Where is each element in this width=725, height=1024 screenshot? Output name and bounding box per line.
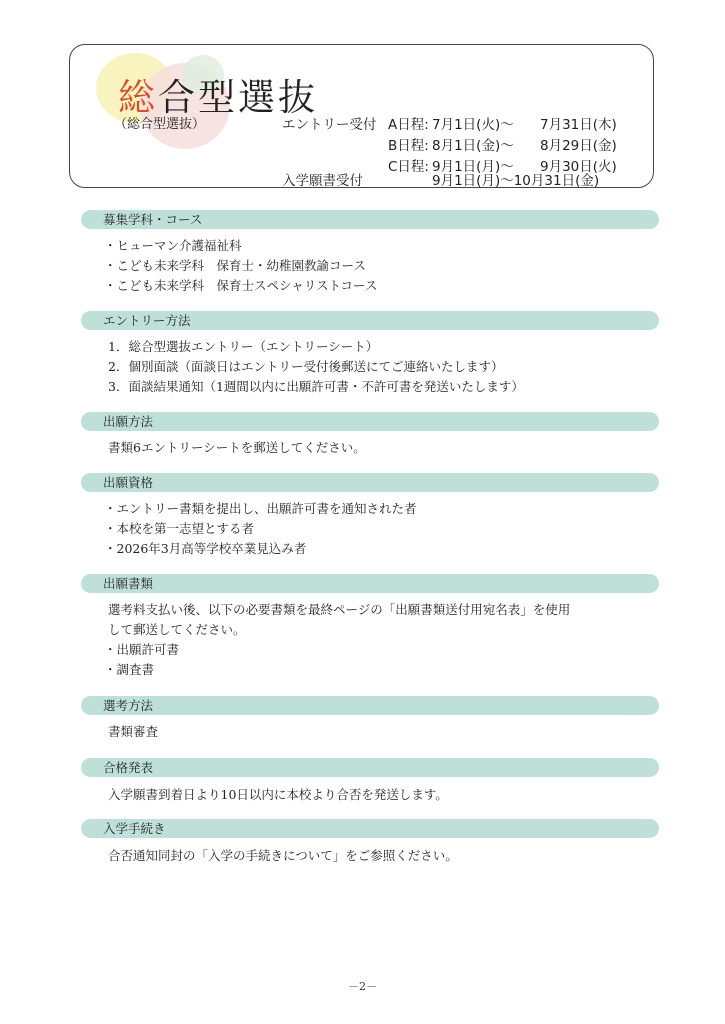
documents-line: ・出願許可書 xyxy=(104,642,180,657)
courses-line: ・こども未来学科 保育士スペシャリストコース xyxy=(104,278,378,293)
title-accent-char: 総 xyxy=(118,76,158,119)
schedule-b-start: 8月1日(金)～ xyxy=(432,138,514,154)
eligibility-line: ・本校を第一志望とする者 xyxy=(104,521,255,536)
entry-method-line: 1．総合型選抜エントリー（エントリーシート） xyxy=(108,339,379,354)
schedule-b-label: B日程: xyxy=(388,138,429,154)
schedule-b-end: 8月29日(金) xyxy=(540,138,617,154)
title-rest: 合型選抜 xyxy=(158,76,318,119)
documents-line: して郵送してください。 xyxy=(108,622,246,637)
section-heading-selection: 選考方法 xyxy=(81,696,659,715)
section-heading-results: 合格発表 xyxy=(81,758,659,777)
documents-line: 選考料支払い後、以下の必要書類を最終ページの「出願書類送付用宛名表」を使用 xyxy=(108,602,571,617)
section-heading-entry-method: エントリー方法 xyxy=(81,311,659,330)
application-label: 入学願書受付 xyxy=(282,173,363,188)
schedule-c-label: C日程: xyxy=(388,159,429,175)
schedule-a-end: 7月31日(木) xyxy=(540,117,617,133)
section-heading-eligibility: 出願資格 xyxy=(81,473,659,492)
courses-line: ・こども未来学科 保育士・幼稚園教諭コース xyxy=(104,258,366,273)
entry-method-line: 3．面談結果通知（1週間以内に出願許可書・不許可書を発送いたします） xyxy=(108,379,524,394)
schedule-a-label: A日程: xyxy=(388,117,429,133)
page-number: －2－ xyxy=(348,980,377,993)
apply-method-line: 書類6エントリーシートを郵送してください。 xyxy=(108,440,366,455)
results-line: 入学願書到着日より10日以内に本校より合否を発送します。 xyxy=(108,787,448,802)
section-heading-apply-method: 出願方法 xyxy=(81,412,659,431)
application-period: 9月1日(月)～10月31日(金) xyxy=(432,173,600,188)
schedule-c-start: 9月1日(月)～ xyxy=(432,159,514,175)
page-subtitle: （総合型選抜） xyxy=(114,117,206,132)
enrollment-line: 合否通知同封の「入学の手続きについて」をご参照ください。 xyxy=(108,848,458,863)
schedule-c-end: 9月30日(火) xyxy=(540,159,617,175)
section-heading-documents: 出願書類 xyxy=(81,574,659,593)
entry-method-line: 2．個別面談（面談日はエントリー受付後郵送にてご連絡いたします） xyxy=(108,359,504,374)
eligibility-line: ・エントリー書類を提出し、出願許可書を通知された者 xyxy=(104,501,417,516)
section-heading-courses: 募集学科・コース xyxy=(81,210,659,229)
documents-line: ・調査書 xyxy=(104,662,155,677)
eligibility-line: ・2026年3月高等学校卒業見込み者 xyxy=(104,541,307,556)
schedule-a-start: 7月1日(火)～ xyxy=(432,117,514,133)
selection-line: 書類審査 xyxy=(108,724,159,739)
courses-line: ・ヒューマン介護福祉科 xyxy=(104,238,242,253)
entry-label: エントリー受付 xyxy=(282,117,377,133)
section-heading-enrollment: 入学手続き xyxy=(81,819,659,838)
header-box xyxy=(69,44,654,188)
